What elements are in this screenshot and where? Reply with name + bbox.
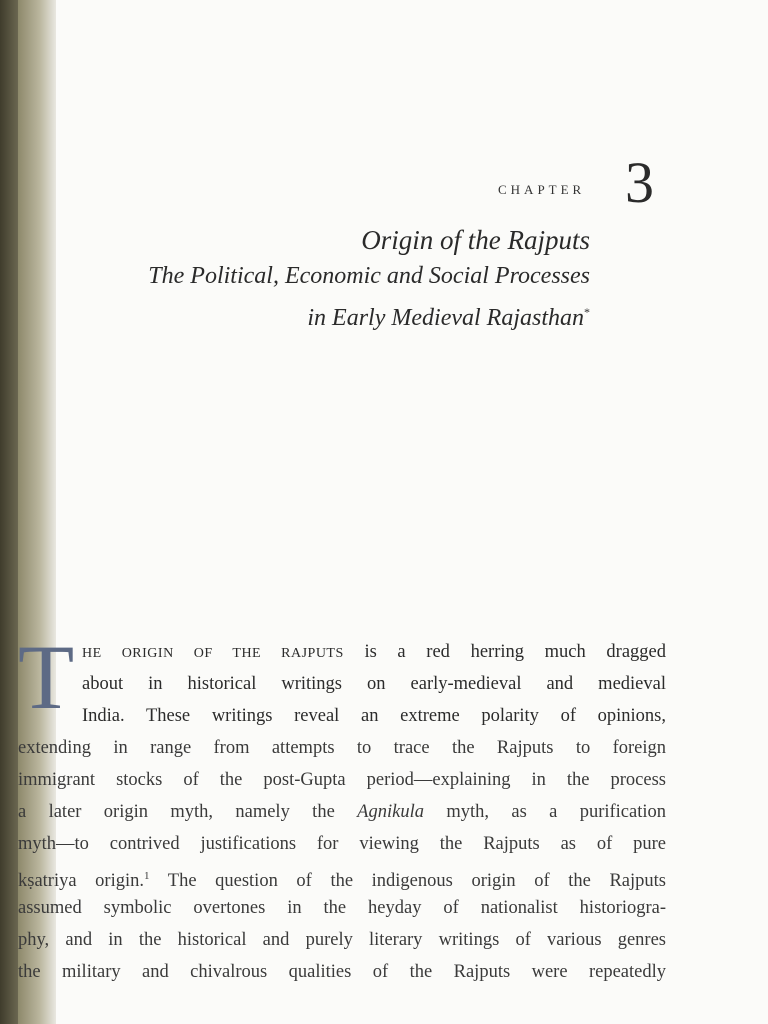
chapter-label: CHAPTER bbox=[498, 182, 586, 197]
chapter-number: 3 bbox=[625, 150, 654, 215]
footnote-ref: 1 bbox=[143, 870, 150, 882]
body-line: assumed symbolic overtones in the heyday of nationalist historiogra- bbox=[18, 898, 666, 918]
title-line-3-text: in Early Medieval Rajasthan bbox=[307, 305, 584, 331]
body-line: India. These writings reveal an extreme polarity of opinions, bbox=[82, 706, 666, 726]
body-line: phy, and in the historical and purely literary writings of various genres bbox=[18, 930, 666, 950]
chapter-title bbox=[80, 222, 590, 336]
title-line-3 bbox=[80, 294, 590, 336]
body-line: about in historical writings on early-medieval and medieval bbox=[82, 674, 666, 694]
drop-cap: T bbox=[18, 626, 75, 728]
italic-term: Agnikula bbox=[357, 802, 424, 822]
body-line: immigrant stocks of the post-Gupta period—explaining in the process bbox=[18, 770, 666, 790]
chapter-heading bbox=[470, 150, 710, 230]
body-line: myth—to contrived justifications for viewing the Rajputs as of pure bbox=[18, 834, 666, 854]
title-line-2: The Political, Economic and Social Processes bbox=[148, 263, 590, 289]
body-line: HE ORIGIN OF THE RAJPUTS is a red herring much dragged bbox=[82, 642, 666, 662]
title-line-1: Origin of the Rajputs bbox=[361, 225, 590, 255]
title-footnote-mark: * bbox=[584, 305, 590, 319]
body-line: a later origin myth, namely the Agnikula myth, as a purification bbox=[18, 802, 667, 822]
body-line: the military and chivalrous qualities of the Rajputs were repeatedly bbox=[18, 962, 666, 982]
body-line: extending in range from attempts to trace the Rajputs to foreign bbox=[18, 738, 666, 758]
body-paragraph bbox=[18, 626, 667, 988]
opening-smallcaps: HE ORIGIN OF THE RAJPUTS bbox=[82, 646, 344, 661]
body-line: kṣatriya origin.$^1$ The question of the indigenous origin of the Rajputs bbox=[18, 870, 666, 892]
